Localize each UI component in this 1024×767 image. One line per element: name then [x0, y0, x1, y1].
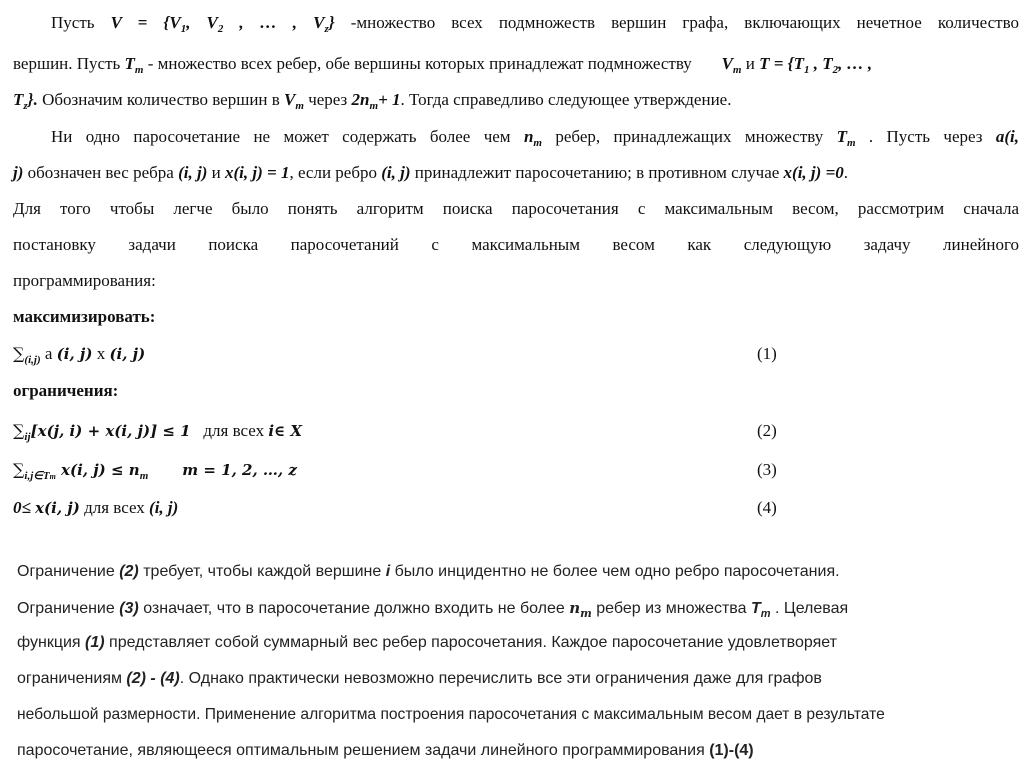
- math-text: , … , V: [223, 13, 325, 32]
- text: , если ребро: [289, 163, 382, 182]
- subscript: m: [295, 100, 304, 112]
- subscript: 1: [803, 64, 810, 76]
- subscript: m: [533, 137, 542, 149]
- text: и: [207, 163, 225, 182]
- text: обозначен вес ребра: [23, 163, 179, 182]
- math-text: n: [569, 599, 581, 617]
- sum-symbol: ∑: [13, 344, 25, 363]
- math-text: i∈ X: [268, 422, 303, 440]
- math-text: j): [13, 163, 24, 182]
- paragraph-2-line-1: [13, 126, 1019, 148]
- math-text: V: [284, 90, 296, 109]
- math-text: }: [328, 13, 335, 32]
- text: . Однако практически невозможно перечислить все эти ограничения даже для графов: [179, 670, 822, 687]
- constraint-2: [13, 420, 1019, 442]
- subscript: m: [139, 470, 149, 482]
- math-text: T: [836, 127, 847, 146]
- constraint-4: [13, 497, 1019, 519]
- subscript: i,j∈T: [24, 470, 50, 482]
- paragraph-4-line-4: [17, 668, 1019, 690]
- paragraph-4-line-5: небольшой размерности. Применение алгоритма построения паросочетания с максимальным весом дает в результате: [17, 706, 885, 723]
- math-text: m = 1, 2, …, z: [182, 461, 297, 479]
- math-text: a(i,: [995, 127, 1019, 146]
- math-text: T: [750, 600, 761, 617]
- text: . Тогда справедливо следующее утверждение.: [400, 90, 732, 109]
- math-text: 2n: [351, 90, 370, 109]
- math-text: (i, j): [178, 163, 208, 182]
- text: -множество всех подмножеств вершин графа, включающих нечетное количество: [334, 13, 1019, 32]
- math-text: }.: [27, 90, 38, 109]
- text: принадлежит паросочетанию; в противном случае: [410, 163, 784, 182]
- equation-number-3: (3): [757, 460, 777, 479]
- text: представляет собой суммарный вес ребер паросочетания. Каждое паросочетание удовлетворяет: [104, 634, 837, 651]
- sum-symbol: ∑: [13, 460, 25, 479]
- text: паросочетание, являющееся оптимальным решением задачи линейного программирования: [17, 742, 710, 759]
- subscript: z: [23, 100, 28, 112]
- text: означает, что в паросочетание должно входить не более: [138, 600, 570, 617]
- text: для всех: [79, 498, 150, 517]
- math-text: , T: [809, 54, 833, 73]
- paragraph-1-line-3: [13, 89, 1019, 111]
- math-text: (i, j): [109, 345, 146, 363]
- math-text: T: [13, 90, 24, 109]
- subscript: 1: [180, 23, 187, 35]
- text: x: [92, 344, 110, 363]
- paragraph-3-line-3: программирования:: [13, 271, 156, 290]
- objective-function: [13, 343, 1019, 365]
- math-text: n: [523, 127, 534, 146]
- text: .: [843, 163, 849, 182]
- text: - множество всех ребер, обе вершины которых принадлежат подмножеству: [143, 54, 692, 73]
- paragraph-1-line-2: [13, 53, 1019, 75]
- math-text: (1): [85, 634, 105, 651]
- text: . Целевая: [770, 600, 849, 617]
- math-text: x(i, j) =0: [783, 163, 844, 182]
- math-text: (3): [119, 600, 139, 617]
- math-text: V = {V: [110, 13, 181, 32]
- math-text: , V: [186, 13, 218, 32]
- subscript: m: [369, 100, 379, 112]
- math-text: (i, j): [149, 498, 179, 517]
- math-text: (2): [119, 563, 139, 580]
- maximize-heading: максимизировать:: [13, 307, 156, 326]
- subscript: 2: [217, 23, 224, 35]
- paragraph-4-line-1: [17, 561, 1019, 583]
- equation-number-4: (4): [757, 498, 777, 517]
- paragraph-4-line-3: [17, 632, 1019, 654]
- text: Обозначим количество вершин в: [37, 90, 285, 109]
- text: функция: [17, 634, 86, 651]
- math-text: [x(j, i) + x(i, j)] ≤ 1: [30, 422, 191, 440]
- text: ребер, принадлежащих множеству: [541, 127, 837, 146]
- text: Ограничение: [17, 563, 120, 580]
- math-text: V: [721, 54, 733, 73]
- text: ребер из множества: [591, 600, 751, 617]
- paragraph-2-line-2: [13, 162, 1019, 184]
- text: ограничениям: [17, 670, 127, 687]
- paragraph-3-line-2: постановку задачи поиска паросочетаний с максимальным весом как следующую задачу линейного: [13, 235, 1019, 254]
- subscript: m: [732, 64, 742, 76]
- subscript: m: [760, 608, 771, 620]
- constraints-heading: ограничения:: [13, 381, 119, 400]
- math-text: x(i, j): [35, 499, 80, 517]
- math-text: (i, j): [56, 345, 93, 363]
- subscript: m: [846, 137, 856, 149]
- text: вершин. Пусть: [13, 54, 125, 73]
- text: . Пусть через: [855, 127, 996, 146]
- text: Ни одно паросочетание не может содержать более чем: [51, 127, 524, 146]
- text: для всех: [203, 421, 269, 440]
- subscript: ij: [24, 431, 31, 443]
- subscript: m: [134, 64, 144, 76]
- math-text: x(i, j) ≤ n: [55, 461, 140, 479]
- text: Ограничение: [17, 600, 120, 617]
- math-text: x(i, j) = 1: [224, 163, 290, 182]
- text: и: [741, 54, 760, 73]
- math-text: i: [385, 563, 391, 580]
- subscript: m: [580, 607, 592, 620]
- text: требует, чтобы каждой вершине: [138, 563, 386, 580]
- math-text: (1)-(4): [709, 742, 754, 759]
- text: Пусть: [51, 13, 111, 32]
- math-text: (2) - (4): [126, 670, 180, 687]
- subscript: m: [49, 472, 56, 481]
- equation-number-2: (2): [757, 421, 777, 440]
- math-text: T = {T: [759, 54, 804, 73]
- subscript: (i,j): [24, 354, 41, 366]
- paragraph-3-line-1: Для того чтобы легче было понять алгоритм поиска паросочетания с максимальным весом, рассмотрим сначала: [13, 199, 1019, 218]
- text: было инцидентно не более чем одно ребро паросочетания.: [390, 563, 840, 580]
- math-text: 0≤: [13, 498, 36, 517]
- sum-symbol: ∑: [13, 421, 25, 440]
- equation-number-1: (1): [757, 344, 777, 363]
- math-text: (i, j): [381, 163, 411, 182]
- paragraph-4-line-2: [17, 597, 1019, 620]
- text: a: [40, 344, 57, 363]
- paragraph-4-line-6: [17, 740, 1019, 762]
- text: через: [303, 90, 352, 109]
- constraint-3: [13, 459, 1019, 481]
- subscript: 2: [832, 64, 839, 76]
- math-text: , … ,: [838, 54, 873, 73]
- math-text: T: [124, 54, 135, 73]
- math-text: + 1: [378, 90, 401, 109]
- subscript: z: [324, 23, 329, 35]
- paragraph-1-line-1: [13, 12, 1019, 34]
